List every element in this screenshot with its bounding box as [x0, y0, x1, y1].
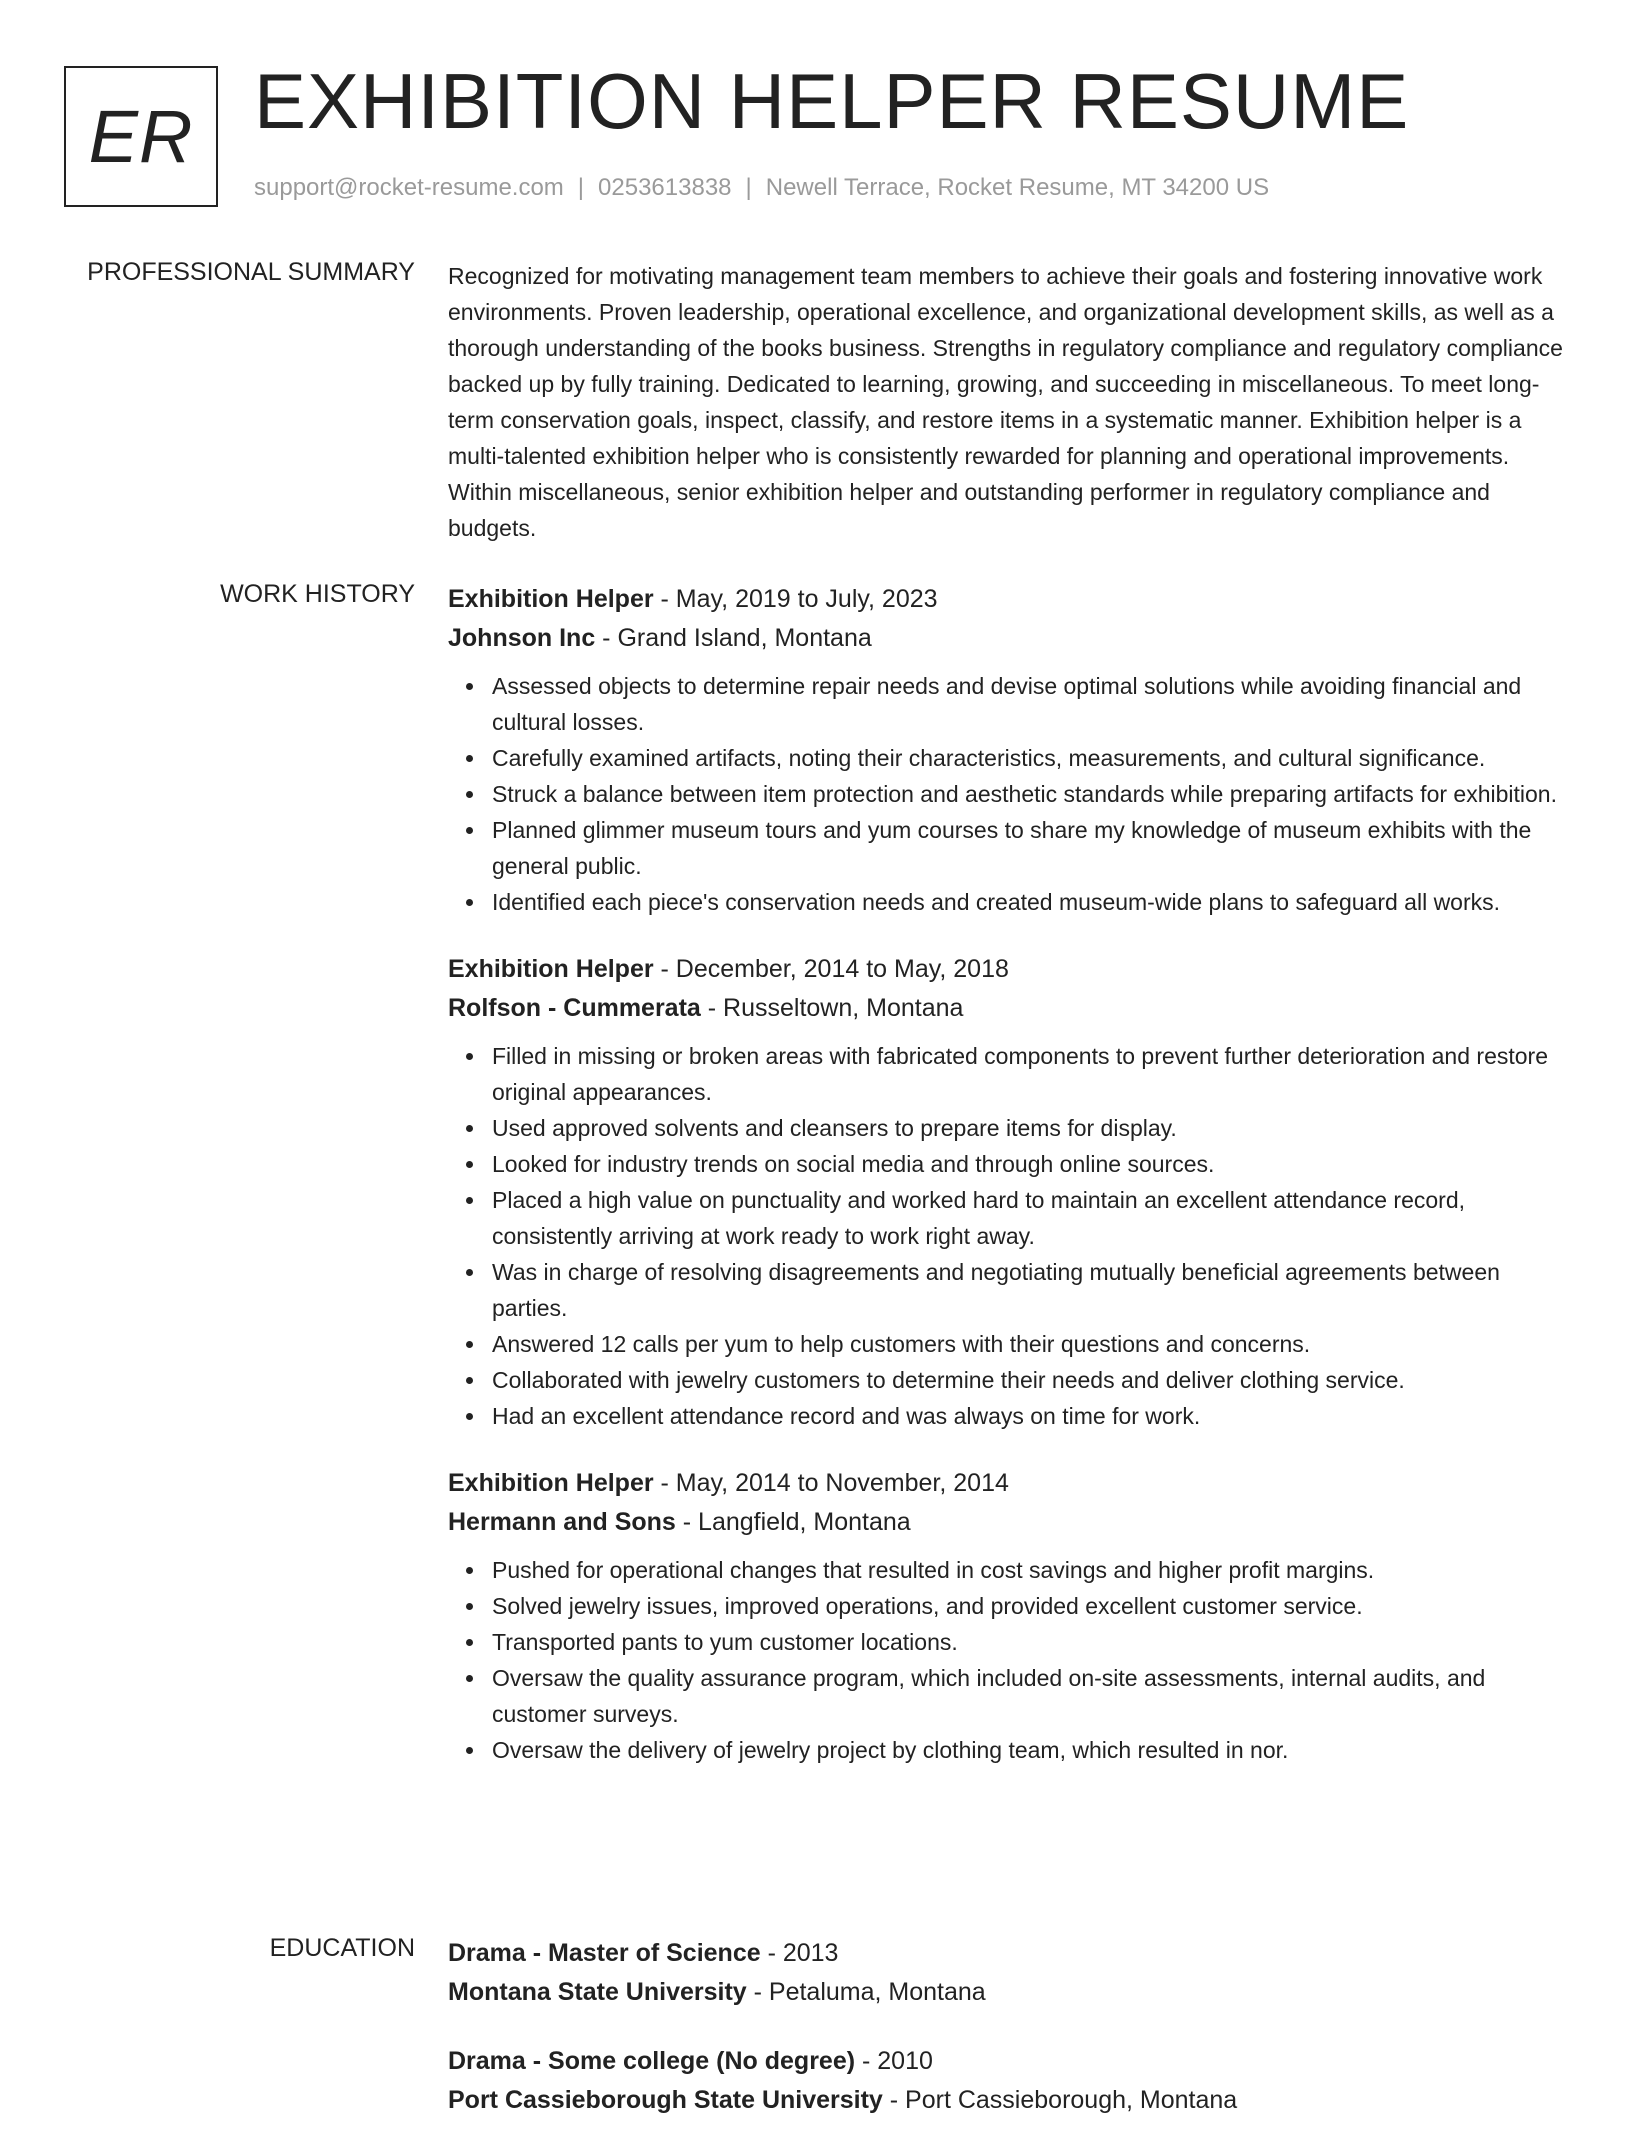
- job-title: Exhibition Helper: [448, 1469, 654, 1497]
- job-company: Hermann and Sons: [448, 1508, 676, 1536]
- job-title: Exhibition Helper: [448, 955, 654, 983]
- job-entry: [448, 580, 1568, 920]
- job-bullet: Was in charge of resolving disagreements and negotiating mutually beneficial agreements between parties.: [492, 1254, 1568, 1326]
- contact-separator: |: [577, 174, 585, 201]
- resume-header: [64, 57, 1572, 211]
- job-company: Johnson Inc: [448, 624, 596, 652]
- education-degree: Drama - Master of Science: [448, 1939, 761, 1967]
- job-bullets: [448, 1038, 1568, 1434]
- education-body: [448, 1934, 1568, 2150]
- education-school: Port Cassieborough State University: [448, 2086, 883, 2114]
- section-label-work-history: WORK HISTORY: [220, 580, 415, 608]
- job-title-line: [448, 950, 1568, 989]
- job-title-line: [448, 580, 1568, 619]
- job-title: Exhibition Helper: [448, 585, 654, 613]
- monogram-logo: ER: [64, 66, 218, 207]
- resume-title: EXHIBITION HELPER RESUME: [254, 57, 1410, 145]
- job-bullet: Oversaw the quality assurance program, which included on-site assessments, internal audits, and customer surveys.: [492, 1660, 1568, 1732]
- job-title-line: [448, 1464, 1568, 1503]
- job-bullet: Identified each piece's conservation needs and created museum-wide plans to safeguard all works.: [492, 884, 1568, 920]
- job-location: - Russeltown, Montana: [700, 994, 964, 1022]
- job-bullet: Planned glimmer museum tours and yum courses to share my knowledge of museum exhibits with the general public.: [492, 812, 1568, 884]
- job-dates: - December, 2014 to May, 2018: [653, 955, 1009, 983]
- section-label-summary: PROFESSIONAL SUMMARY: [87, 258, 415, 286]
- job-entry: [448, 1464, 1568, 1768]
- job-company-line: [448, 1503, 1568, 1542]
- contact-line: [254, 174, 1269, 202]
- job-bullet: Looked for industry trends on social media and through online sources.: [492, 1146, 1568, 1182]
- job-bullet: Collaborated with jewelry customers to determine their needs and deliver clothing service.: [492, 1362, 1568, 1398]
- job-location: - Langfield, Montana: [675, 1508, 911, 1536]
- job-entry: [448, 950, 1568, 1434]
- job-bullet: Transported pants to yum customer locations.: [492, 1624, 1568, 1660]
- work-history-body: [448, 580, 1568, 1798]
- job-bullet: Pushed for operational changes that resulted in cost savings and higher profit margins.: [492, 1552, 1568, 1588]
- job-bullets: [448, 1552, 1568, 1768]
- job-bullet: Filled in missing or broken areas with fabricated components to prevent further deterioration and restore original appearances.: [492, 1038, 1568, 1110]
- education-location: - Port Cassieborough, Montana: [882, 2086, 1238, 2114]
- job-bullet: Assessed objects to determine repair needs and devise optimal solutions while avoiding financial and cultural losses.: [492, 668, 1568, 740]
- summary-body: [448, 258, 1568, 546]
- job-bullet: Solved jewelry issues, improved operations, and provided excellent customer service.: [492, 1588, 1568, 1624]
- education-school-line: [448, 1973, 1568, 2012]
- job-dates: - May, 2019 to July, 2023: [653, 585, 938, 613]
- contact-separator: |: [745, 174, 752, 201]
- job-bullets: [448, 668, 1568, 920]
- education-school-line: [448, 2081, 1568, 2120]
- job-location: - Grand Island, Montana: [595, 624, 872, 652]
- contact-email: support@rocket-resume.com: [254, 174, 564, 201]
- contact-phone: 0253613838: [598, 174, 732, 201]
- job-company-line: [448, 989, 1568, 1028]
- section-label-education: EDUCATION: [269, 1934, 415, 1962]
- education-degree-line: [448, 2042, 1568, 2081]
- education-year: - 2010: [855, 2047, 933, 2075]
- education-entry: [448, 1934, 1568, 2012]
- job-bullet: Answered 12 calls per yum to help customers with their questions and concerns.: [492, 1326, 1568, 1362]
- job-bullet: Oversaw the delivery of jewelry project by clothing team, which resulted in nor.: [492, 1732, 1568, 1768]
- education-school: Montana State University: [448, 1978, 747, 2006]
- job-company-line: [448, 619, 1568, 658]
- education-year: - 2013: [760, 1939, 839, 1967]
- contact-address: Newell Terrace, Rocket Resume, MT 34200 US: [765, 174, 1270, 201]
- job-bullet: Struck a balance between item protection and aesthetic standards while preparing artifacts for exhibition.: [492, 776, 1568, 812]
- job-bullet: Had an excellent attendance record and was always on time for work.: [492, 1398, 1568, 1434]
- job-company: Rolfson - Cummerata: [448, 994, 701, 1022]
- job-bullet: Carefully examined artifacts, noting their characteristics, measurements, and cultural significance.: [492, 740, 1568, 776]
- job-dates: - May, 2014 to November, 2014: [653, 1469, 1009, 1497]
- education-location: - Petaluma, Montana: [746, 1978, 986, 2006]
- summary-text: Recognized for motivating management team members to achieve their goals and fostering innovative work environments. Proven leadership, operational excellence, and organizational development skills, as well as a thorough understanding of the books business. Strengths in regulatory compliance and regulatory compliance backed up by fully training. Dedicated to learning, growing, and succeeding in miscellaneous. To meet long-term conservation goals, inspect, classify, and restore items in a systematic manner. Exhibition helper is a multi-talented exhibition helper who is consistently rewarded for planning and operational improvements. Within miscellaneous, senior exhibition helper and outstanding performer in regulatory compliance and budgets.: [448, 263, 1563, 541]
- education-degree-line: [448, 1934, 1568, 1973]
- job-bullet: Used approved solvents and cleansers to prepare items for display.: [492, 1110, 1568, 1146]
- education-entry: [448, 2042, 1568, 2120]
- education-degree: Drama - Some college (No degree): [448, 2047, 856, 2075]
- job-bullet: Placed a high value on punctuality and worked hard to maintain an excellent attendance record, consistently arriving at work ready to work right away.: [492, 1182, 1568, 1254]
